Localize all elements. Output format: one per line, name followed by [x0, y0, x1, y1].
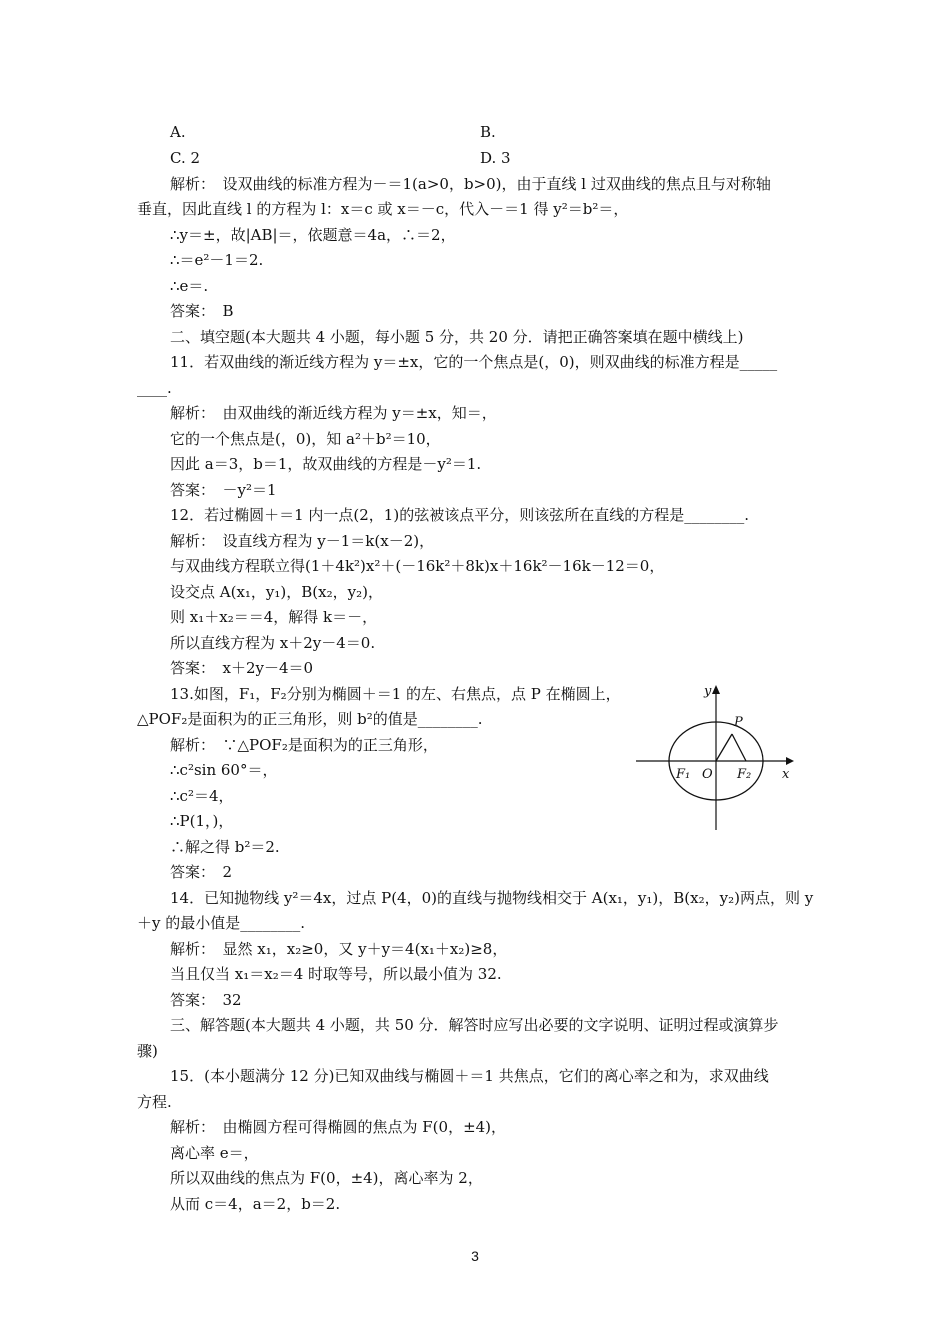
text-line: ∴e＝. [170, 277, 209, 295]
option-d: D. 3 [480, 149, 511, 167]
text-line: ∴＝e²－1＝2. [170, 251, 264, 269]
text-line: ∴P(1，)， [170, 812, 234, 830]
option-b: B. [480, 123, 496, 141]
text-line: ＋y 的最小值是________. [137, 914, 306, 932]
segment-op [716, 734, 732, 761]
label-o: O [702, 767, 713, 782]
text-line: 它的一个焦点是(，0)，知 a²＋b²＝10， [170, 430, 441, 448]
answer-line: 答案： B [170, 302, 234, 320]
text-line: 骤) [137, 1042, 158, 1060]
text-line: 则 x₁＋x₂＝＝4，解得 k＝－， [170, 608, 378, 626]
x-axis-arrow [786, 757, 794, 765]
text-line: ____. [137, 379, 172, 397]
text-line: 离心率 e＝， [170, 1144, 259, 1162]
text-line: 所以双曲线的焦点为 F(0，±4)，离心率为 2， [170, 1169, 483, 1187]
text-line: 解析： 由双曲线的渐近线方程为 y＝±x，知＝， [170, 404, 497, 422]
answer-line: 答案： 2 [170, 863, 233, 881]
answer-line: 答案： 32 [170, 991, 242, 1009]
question-13: 13.如图，F₁，F₂分别为椭圆＋＝1 的左、右焦点，点 P 在椭圆上， [170, 685, 621, 703]
ellipse-figure [636, 680, 826, 836]
text-line: 方程. [137, 1093, 172, 1111]
text-line: 与双曲线方程联立得(1＋4k²)x²＋(－16k²＋8k)x＋16k²－16k－12＝0， [170, 557, 665, 575]
answer-line: 答案： －y²＝1 [170, 481, 277, 499]
label-y: y [704, 684, 712, 699]
option-a: A. [170, 123, 186, 141]
option-c: C. 2 [170, 149, 201, 167]
text-line: 从而 c＝4，a＝2，b＝2. [170, 1195, 341, 1213]
text-line: 解析： 显然 x₁，x₂≥0，又 y＋y＝4(x₁＋x₂)≥8， [170, 940, 508, 958]
text-line: 所以直线方程为 x＋2y－4＝0. [170, 634, 376, 652]
question-15: 15．(本小题满分 12 分)已知双曲线与椭圆＋＝1 共焦点，它们的离心率之和为，求双曲线 [170, 1067, 769, 1085]
text-line: 垂直，因此直线 l 的方程为 l：x＝c 或 x＝－c，代入－＝1 得 y²＝b²＝， [137, 200, 629, 218]
text-line: ∴c²＝4， [170, 787, 234, 805]
answer-line: 答案： x＋2y－4＝0 [170, 659, 314, 677]
segment-pf2 [732, 734, 746, 761]
text-line: ∴y＝±，故|AB|＝，依题意＝4a，∴＝2， [170, 226, 456, 244]
text-line: 因此 a＝3，b＝1，故双曲线的方程是－y²＝1. [170, 455, 482, 473]
question-14: 14．已知抛物线 y²＝4x，过点 P(4，0)的直线与抛物线相交于 A(x₁，y₁)，B(x₂，y₂)两点，则 y [170, 889, 814, 907]
y-axis-arrow [712, 685, 720, 694]
label-f2: F₂ [737, 767, 752, 782]
section-heading: 二、填空题(本大题共 4 小题，每小题 5 分，共 20 分．请把正确答案填在题中横线上) [170, 328, 744, 346]
text-line: 解析： 设双曲线的标准方程为－＝1(a>0，b>0)，由于直线 l 过双曲线的焦点且与对称轴 [170, 175, 771, 193]
text-line: 当且仅当 x₁＝x₂＝4 时取等号，所以最小值为 32. [170, 965, 502, 983]
question-11: 11．若双曲线的渐近线方程为 y＝±x，它的一个焦点是(，0)，则双曲线的标准方程是_____ [170, 353, 778, 371]
text-line: 解析： 设直线方程为 y－1＝k(x－2)， [170, 532, 435, 550]
page-number: 3 [471, 1248, 479, 1264]
text-line: ∴解之得 b²＝2. [170, 838, 280, 856]
section-heading: 三、解答题(本大题共 4 小题，共 50 分．解答时应写出必要的文字说明、证明过程或演算步 [170, 1016, 779, 1034]
text-line: 解析： 由椭圆方程可得椭圆的焦点为 F(0，±4)， [170, 1118, 507, 1136]
label-x: x [782, 767, 790, 782]
text-line: △POF₂是面积为的正三角形，则 b²的值是________. [137, 710, 483, 728]
text-line: 设交点 A(x₁，y₁)，B(x₂，y₂)， [170, 583, 383, 601]
label-p: P [734, 715, 743, 730]
question-12: 12．若过椭圆＋＝1 内一点(2，1)的弦被该点平分，则该弦所在直线的方程是________. [170, 506, 749, 524]
text-line: ∴c²sin 60°＝， [170, 761, 278, 779]
label-f1: F₁ [676, 767, 691, 782]
text-line: 解析： ∵△POF₂是面积为的正三角形， [170, 736, 438, 754]
